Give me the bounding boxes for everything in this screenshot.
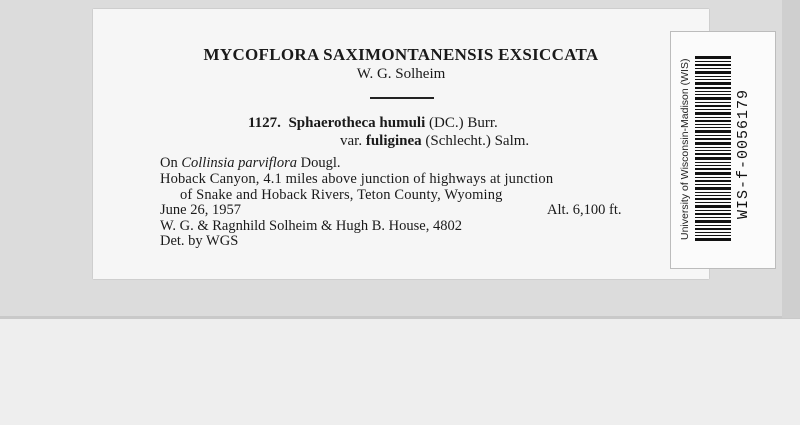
envelope-fold-line xyxy=(0,316,800,319)
locality-line-1: Hoback Canyon, 4.1 miles above junction of highways at junction xyxy=(160,171,554,187)
variety-prefix: var. xyxy=(340,133,363,149)
determiner: Det. by WGS xyxy=(160,233,239,249)
institution-name: University of Wisconsin-Madison (WIS) xyxy=(679,58,691,240)
envelope-flap xyxy=(0,318,800,425)
variety-authority: (Schlecht.) Salm. xyxy=(425,133,530,149)
host-prefix: On xyxy=(160,155,178,171)
locality-line-2: of Snake and Hoback Rivers, Teton County, Wyoming xyxy=(180,187,503,203)
catalog-number: WIS-f-0056179 xyxy=(735,88,752,220)
species-name: Sphaerotheca humuli xyxy=(288,115,426,131)
label-title: MYCOFLORA SAXIMONTANENSIS EXSICCATA xyxy=(203,45,599,64)
barcode-card xyxy=(670,31,776,269)
collectors: W. G. & Ragnhild Solheim & Hugh B. House, 4802 xyxy=(160,218,462,234)
host-authority: Dougl. xyxy=(300,155,341,171)
host-line xyxy=(160,155,340,172)
species-authority: (DC.) Burr. xyxy=(429,115,498,131)
altitude: Alt. 6,100 ft. xyxy=(547,202,622,218)
label-series-author: W. G. Solheim xyxy=(356,66,446,82)
exsiccata-number: 1127. xyxy=(248,115,281,131)
barcode-graphic xyxy=(695,56,731,242)
title-divider xyxy=(370,97,434,99)
species-line xyxy=(248,115,498,132)
variety-line xyxy=(340,133,529,150)
host-name: Collinsia parviflora xyxy=(181,155,297,171)
specimen-label xyxy=(93,9,709,279)
sheet-right-edge xyxy=(782,0,800,318)
collection-date: June 26, 1957 xyxy=(160,202,241,218)
variety-name: fuliginea xyxy=(365,133,422,149)
